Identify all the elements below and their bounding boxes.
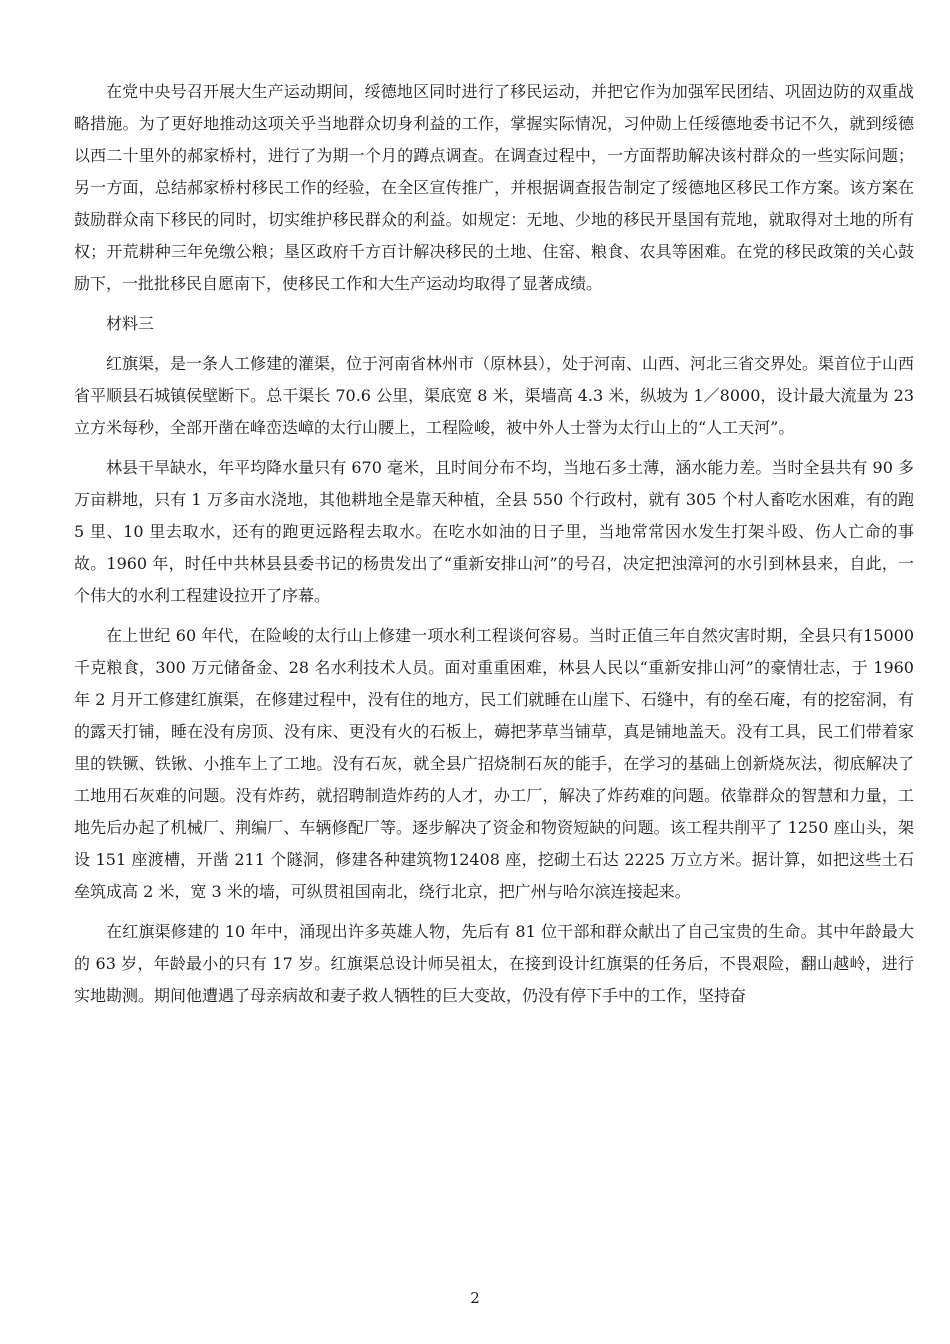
paragraph-drought-background: 林县干旱缺水，年平均降水量只有 670 毫米，且时间分布不均，当地石多土薄，涵水能力差。当时全县共有 90 多万亩耕地，只有 1 万多亩水浇地，其他耕地全是靠天种植，全县 550 个行政村，就有 305 个村人畜吃水困难，有的跑 5 里、10 里去取水，还有的跑更远路程去取水。在吃水如油的日子里，当地常常因水发生打架斗殴、伤人亡命的事故。1960 年，时任中共林县县委书记的杨贵发出了“重新安排山河”的号召，决定把浊漳河的水引到林县来，自此，一个伟大的水利工程建设拉开了序幕。 — [74, 458, 914, 605]
paragraph-migration: 在党中央号召开展大生产运动期间，绥德地区同时进行了移民运动，并把它作为加强军民团结、巩固边防的双重战略措施。为了更好地推动这项关乎当地群众切身利益的工作，掌握实际情况，习仲勋上任绥德地委书记不久，就到绥德以西二十里外的郝家桥村，进行了为期一个月的蹲点调查。在调查过程中，一方面帮助解决该村群众的一些实际问题；另一方面，总结郝家桥村移民工作的经验，在全区宣传推广，并根据调查报告制定了绥德地区移民工作方案。该方案在鼓励群众南下移民的同时，切实维护移民群众的利益。如规定：无地、少地的移民开垦国有荒地，就取得对土地的所有权；开荒耕种三年免缴公粮；垦区政府千方百计解决移民的土地、住窑、粮食、农具等困难。在党的移民政策的关心鼓励下，一批批移民自愿南下，使移民工作和大生产运动均取得了显著成绩。 — [74, 82, 914, 293]
page-number: 2 — [470, 1289, 480, 1307]
section-heading: 材料三 — [106, 314, 155, 333]
paragraph-heroes: 在红旗渠修建的 10 年中，涌现出许多英雄人物，先后有 81 位干部和群众献出了自己宝贵的生命。其中年龄最大的 63 岁，年龄最小的只有 17 岁。红旗渠总设计师吴祖太，在接到设计红旗渠的任务后，不畏艰险，翻山越岭，进行实地勘测。期间他遭遇了母亲病故和妻子救人牺牲的巨大变故，仍没有停下手中的工作，坚持奋 — [74, 922, 914, 1005]
paragraph-construction: 在上世纪 60 年代，在险峻的太行山上修建一项水利工程谈何容易。当时正值三年自然灾害时期，全县只有15000 千克粮食，300 万元储备金、28 名水利技术人员。面对重重困难，林县人民以“重新安排山河”的豪情壮志，于 1960 年 2 月开工修建红旗渠，在修建过程中，没有住的地方，民工们就睡在山崖下、石缝中，有的垒石庵，有的挖窑洞，有的露天打铺，睡在没有房顶、没有床、更没有火的石板上，薅把茅草当铺草，真是铺地盖天。没有工具，民工们带着家里的铁镢、铁锹、小推车上了工地。没有石灰，就全县广招烧制石灰的能手，在学习的基础上创新烧灰法，彻底解决了工地用石灰难的问题。没有炸药，就招聘制造炸药的人才，办工厂，解决了炸药难的问题。依靠群众的智慧和力量，工地先后办起了机械厂、荆编厂、车辆修配厂等。逐步解决了资金和物资短缺的问题。该工程共削平了 1250 座山头，架设 151 座渡槽，开凿 211 个隧洞，修建各种建筑物12408 座，挖砌土石达 2225 万立方米。据计算，如把这些土石垒筑成高 2 米，宽 3 米的墙，可纵贯祖国南北，绕行北京，把广州与哈尔滨连接起来。 — [74, 626, 914, 901]
paragraph-red-flag-canal-intro: 红旗渠，是一条人工修建的灌渠，位于河南省林州市（原林县），处于河南、山西、河北三省交界处。渠首位于山西省平顺县石城镇侯壁断下。总干渠长 70.6 公里，渠底宽 8 米，渠墙高 4.3 米，纵坡为 1／8000，设计最大流量为 23 立方米每秒，全部开凿在峰峦迭嶂的太行山腰上，工程险峻，被中外人士誉为太行山上的“人工天河”。 — [74, 354, 915, 437]
document-page — [74, 76, 914, 1020]
